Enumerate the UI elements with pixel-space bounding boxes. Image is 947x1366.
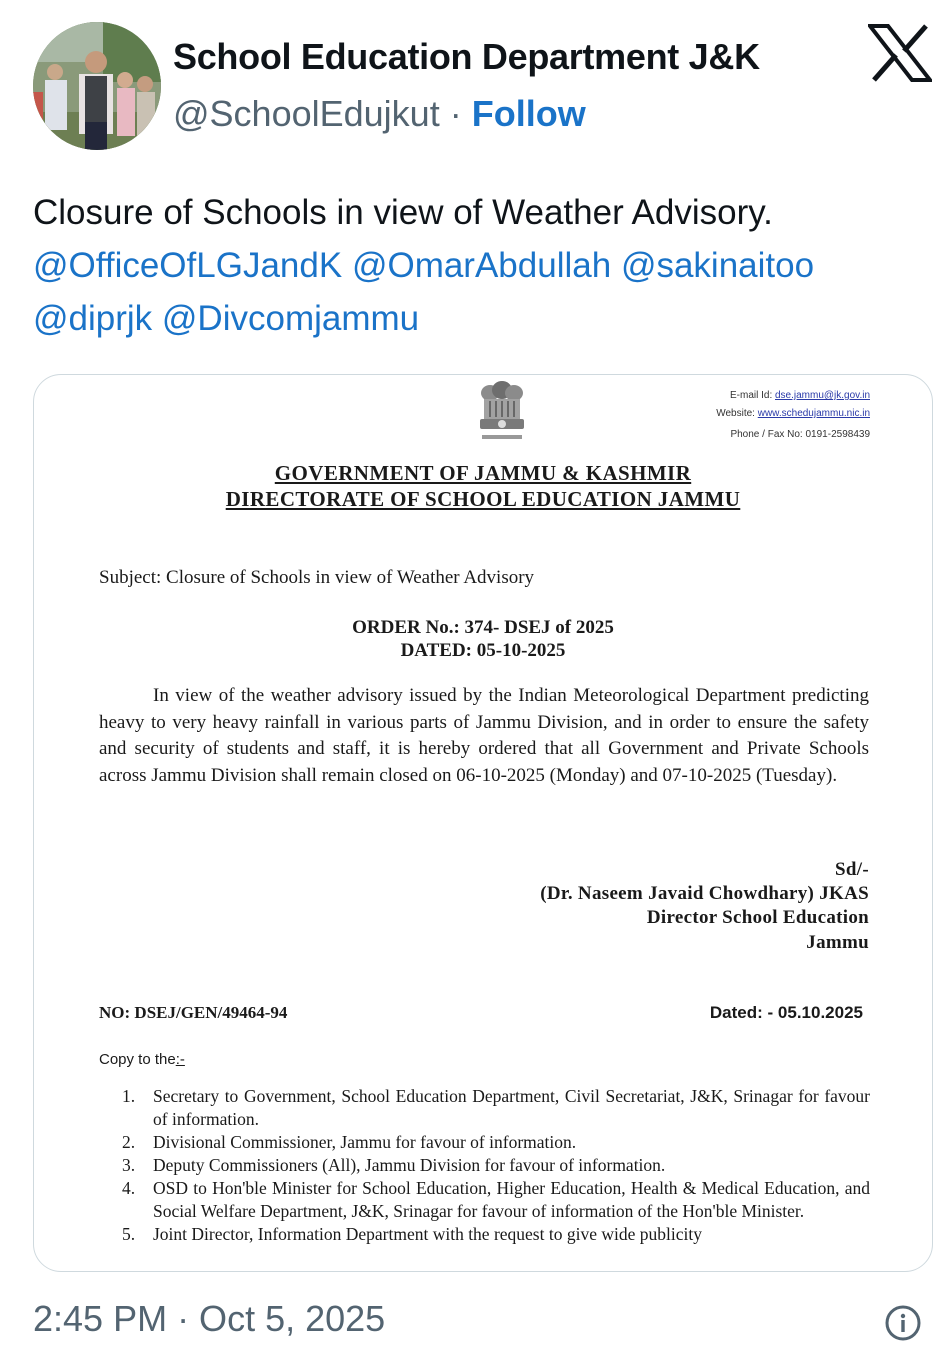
email-link: dse.jammu@jk.gov.in [775,390,870,401]
mention-link[interactable]: @sakinaitoo [620,246,815,285]
display-name[interactable]: School Education Department J&K [173,36,760,77]
copy-to-prefix: Copy to the [99,1051,176,1068]
website-link: www.schedujammu.nic.in [757,408,870,419]
list-item [122,1131,870,1154]
mention-link[interactable]: @Divcomjammu [161,299,420,338]
phone-fax: Phone / Fax No: 0191-2598439 [730,429,870,440]
national-emblem-icon [472,379,532,447]
info-icon[interactable] [884,1304,922,1342]
header-government: GOVERNMENT OF JAMMU & KASHMIR [274,461,692,485]
government-order-document [34,375,932,1271]
avatar[interactable] [33,22,161,150]
list-item [122,1223,870,1246]
list-text: OSD to Hon'ble Minister for School Education, Higher Education, Health & Medical Education, and Social Welfare Department, J&K, Srinagar for favour of information of the Hon'ble Minister. [153,1178,870,1221]
contact-block [716,387,870,444]
mention-link[interactable]: @diprjk [33,299,153,338]
reference-date: Dated: - 05.10.2025 [709,1003,863,1022]
avatar-photo [33,22,161,150]
signatory-name: (Dr. Naseem Javaid Chowdhary) JKAS [540,883,869,904]
signature-sd: Sd/- [835,859,869,880]
list-text: Joint Director, Information Department with the request to give wide publicity [153,1224,702,1244]
copy-to-label [99,1051,185,1068]
mention-link[interactable]: @OfficeOfLGJandK [33,246,343,285]
copy-to-list [122,1085,870,1246]
order-date: DATED: 05-10-2025 [400,640,566,661]
follow-button[interactable]: Follow [471,93,586,134]
list-item [122,1177,870,1223]
list-text: Secretary to Government, School Education Department, Civil Secretariat, J&K, Srinagar for favour of information. [153,1086,870,1129]
signatory-place: Jammu [806,932,869,953]
signatory-title: Director School Education [646,907,869,928]
separator [450,93,472,134]
user-handle[interactable]: @SchoolEdujkut [173,93,440,134]
header-directorate: DIRECTORATE OF SCHOOL EDUCATION JAMMU [225,487,741,511]
list-item [122,1154,870,1177]
tweet-body: Closure of Schools in view of Weather Advisory. [33,193,773,232]
website-label: Website: [716,408,755,419]
tweet-text [33,186,923,345]
email-label: E-mail Id: [729,390,773,401]
order-subject: Subject: Closure of Schools in view of Weather Advisory [99,567,535,588]
list-text: Deputy Commissioners (All), Jammu Division for favour of information. [153,1155,666,1175]
order-number: ORDER No.: 374- DSEJ of 2025 [352,617,614,638]
tweet-timestamp[interactable]: 2:45 PM · Oct 5, 2025 [33,1298,386,1339]
list-number: 4. [122,1178,136,1198]
mention-link[interactable]: @OmarAbdullah [351,246,612,285]
x-logo-icon[interactable] [868,24,932,82]
handle-row [173,93,586,135]
list-number: 1. [122,1086,136,1106]
attached-document-image[interactable] [33,374,933,1272]
list-number: 3. [122,1155,136,1175]
list-text: Divisional Commissioner, Jammu for favour of information. [153,1132,577,1152]
list-item [122,1085,870,1131]
list-number: 5. [122,1224,136,1244]
reference-number: NO: DSEJ/GEN/49464-94 [99,1003,288,1022]
list-number: 2. [122,1132,136,1152]
order-body: In view of the weather advisory issued by the Indian Meteorological Department predicting heavy to very heavy rainfall in various parts of Jammu Division, and in order to ensure the safety and security of students and staff, it is hereby ordered that all Government and Private Schools across Jammu Division shall remain closed on 06-10-2025 (Monday) and 07-10-2025 (Tuesday). [99,685,869,786]
copy-to-suffix: :- [175,1051,185,1068]
separator-dot: · [449,93,462,134]
